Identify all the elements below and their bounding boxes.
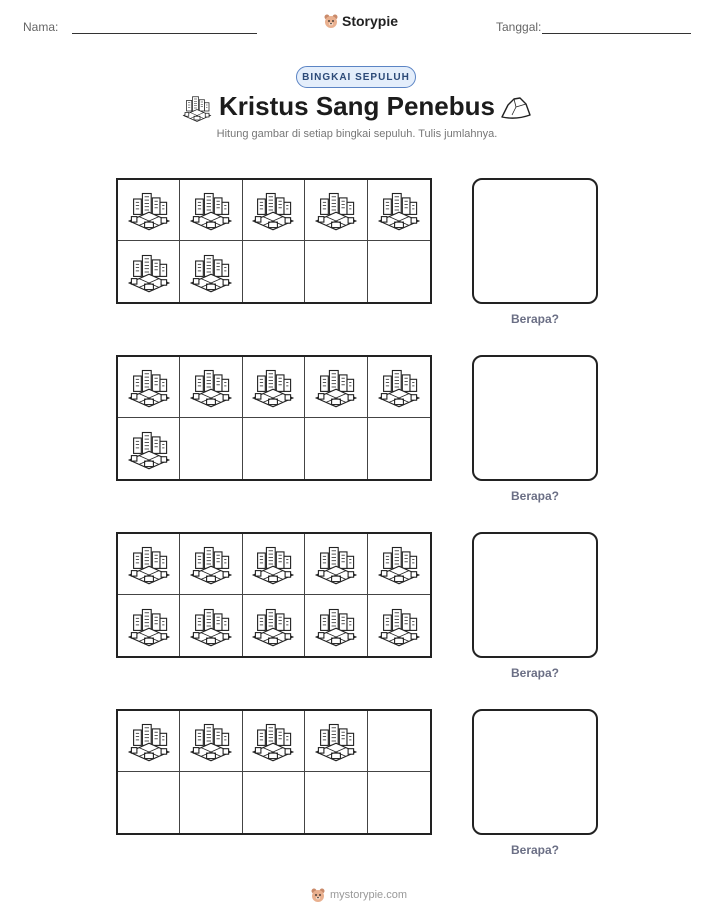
frame-cell <box>305 418 367 479</box>
date-line[interactable] <box>542 33 691 34</box>
city-buildings-icon <box>377 542 421 586</box>
city-buildings-icon <box>314 542 358 586</box>
city-buildings-icon <box>314 365 358 409</box>
frame-cell <box>305 357 367 418</box>
frame-cell <box>180 711 242 772</box>
frame-cell <box>180 357 242 418</box>
city-buildings-icon <box>251 365 295 409</box>
frame-cell <box>368 772 430 833</box>
frame-cell <box>180 180 242 241</box>
frame-cell <box>243 241 305 302</box>
answer-label-1: Berapa? <box>510 312 560 326</box>
city-buildings-icon <box>377 188 421 232</box>
city-buildings-icon <box>251 719 295 763</box>
page-title: Kristus Sang Penebus <box>219 91 495 121</box>
brand-name: Storypie <box>342 13 399 29</box>
ten-frame-1 <box>116 178 432 304</box>
worksheet-type-badge: BINGKAI SEPULUH <box>296 66 416 88</box>
city-buildings-icon <box>127 250 171 294</box>
city-buildings-icon <box>377 604 421 648</box>
answer-box-2[interactable] <box>472 355 598 481</box>
frame-cell <box>305 180 367 241</box>
footer-url: mystorypie.com <box>330 889 408 901</box>
brand-logo <box>323 13 398 29</box>
answer-label-3: Berapa? <box>510 666 560 680</box>
ten-frame-4 <box>116 709 432 835</box>
city-buildings-icon <box>127 365 171 409</box>
frame-cell <box>243 772 305 833</box>
name-line[interactable] <box>72 33 257 34</box>
frame-cell <box>243 534 305 595</box>
frame-cell <box>368 357 430 418</box>
bear-icon <box>323 13 339 29</box>
frame-cell <box>180 418 242 479</box>
frame-cell <box>243 711 305 772</box>
footer <box>310 887 407 903</box>
city-buildings-icon <box>127 542 171 586</box>
frame-cell <box>243 180 305 241</box>
frame-cell <box>118 534 180 595</box>
frame-cell <box>368 711 430 772</box>
frame-cell <box>180 534 242 595</box>
city-buildings-icon <box>251 542 295 586</box>
city-buildings-icon <box>189 250 233 294</box>
name-label: Nama: <box>23 20 59 34</box>
city-buildings-icon <box>127 604 171 648</box>
city-buildings-icon <box>314 719 358 763</box>
frame-cell <box>305 241 367 302</box>
city-buildings-icon <box>189 719 233 763</box>
answer-box-4[interactable] <box>472 709 598 835</box>
bear-icon <box>310 887 326 903</box>
instructions: Hitung gambar di setiap bingkai sepuluh. Tulis jumlahnya. <box>216 128 498 140</box>
frame-cell <box>180 772 242 833</box>
frame-cell <box>368 595 430 656</box>
frame-cell <box>305 772 367 833</box>
date-label: Tanggal: <box>496 20 542 34</box>
ten-frame-2 <box>116 355 432 481</box>
city-buildings-icon <box>314 604 358 648</box>
city-buildings-icon <box>127 188 171 232</box>
frame-cell <box>118 418 180 479</box>
city-buildings-icon <box>189 542 233 586</box>
frame-cell <box>305 534 367 595</box>
answer-box-3[interactable] <box>472 532 598 658</box>
frame-cell <box>118 595 180 656</box>
frame-cell <box>118 357 180 418</box>
ten-frame-3 <box>116 532 432 658</box>
frame-cell <box>243 357 305 418</box>
frame-cell <box>368 418 430 479</box>
frame-cell <box>180 241 242 302</box>
frame-cell <box>118 772 180 833</box>
answer-box-1[interactable] <box>472 178 598 304</box>
rock-icon <box>499 93 533 126</box>
city-buildings-icon <box>127 427 171 471</box>
frame-cell <box>368 180 430 241</box>
city-buildings-icon <box>314 188 358 232</box>
frame-cell <box>243 595 305 656</box>
city-buildings-icon <box>189 188 233 232</box>
city-buildings-icon <box>377 365 421 409</box>
frame-cell <box>305 595 367 656</box>
city-buildings-icon <box>127 719 171 763</box>
frame-cell <box>243 418 305 479</box>
frame-cell <box>368 534 430 595</box>
answer-label-4: Berapa? <box>510 843 560 857</box>
frame-cell <box>180 595 242 656</box>
city-buildings-icon <box>189 365 233 409</box>
city-buildings-icon <box>251 604 295 648</box>
city-buildings-icon <box>189 604 233 648</box>
frame-cell <box>368 241 430 302</box>
frame-cell <box>305 711 367 772</box>
frame-cell <box>118 711 180 772</box>
city-buildings-icon <box>251 188 295 232</box>
frame-cell <box>118 180 180 241</box>
frame-cell <box>118 241 180 302</box>
answer-label-2: Berapa? <box>510 489 560 503</box>
